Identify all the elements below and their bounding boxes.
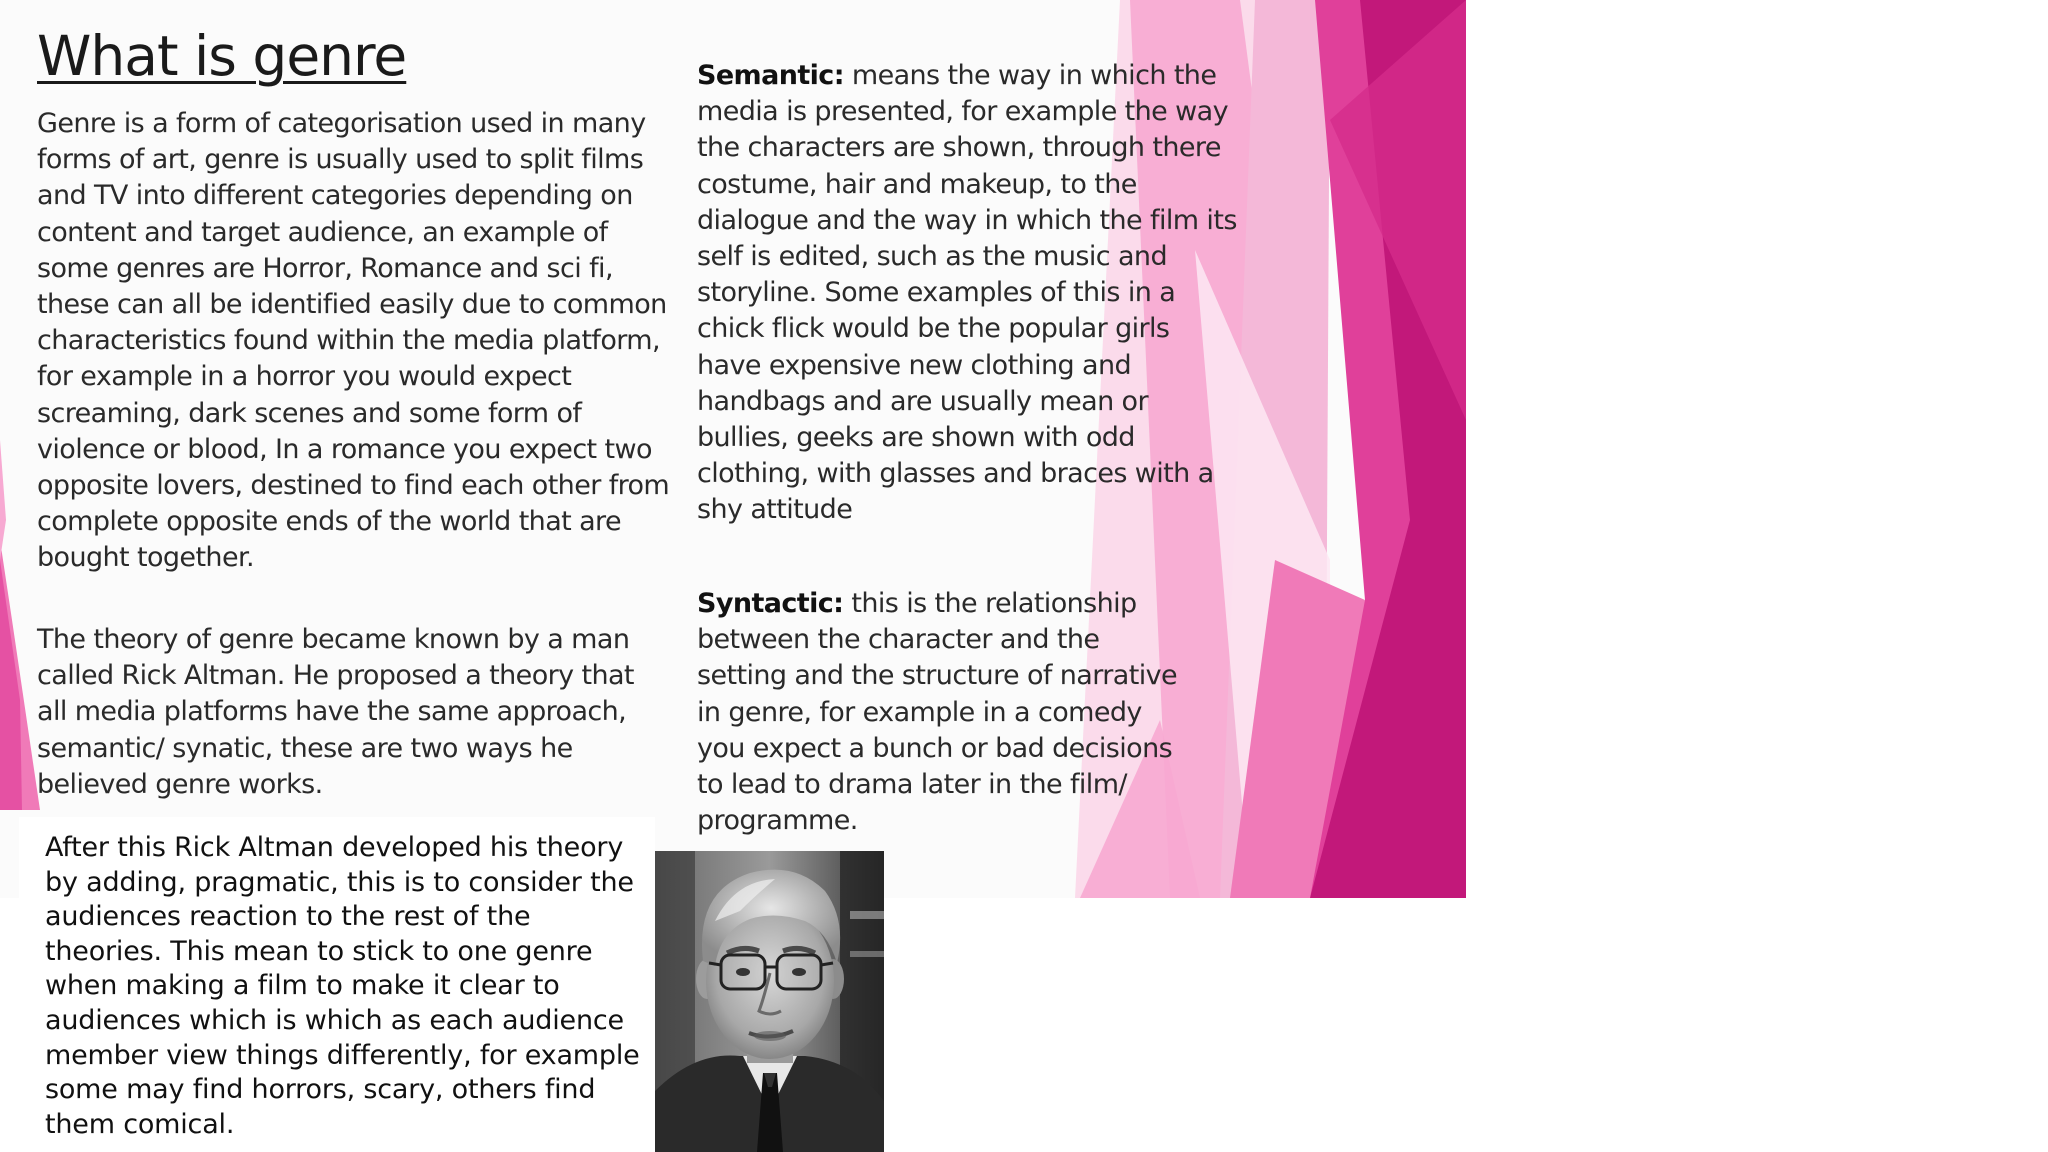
intro-paragraph: Genre is a form of categorisation used in many forms of art, genre is usually used to split films and TV into different categories depending on content and target audience, an example of some genres are Horror, Romance and sci fi, these can all be identified easily due to common characteristics found within the media platform, for example in a horror you would expect screaming, dark scenes and some form of violence or blood, In a romance you expect two opposite lovers, destined to find each other from complete opposite ends of the world that are bought together. xyxy=(37,108,670,574)
syntactic-term: Syntactic: xyxy=(697,588,844,619)
syntactic-paragraph xyxy=(697,586,1177,839)
pragmatic-paragraph: After this Rick Altman developed his theory by adding, pragmatic, this is to consider the audiences reaction to the rest of the theories. This mean to stick to one genre when making a film to make it clear to audiences which is which as each audience member view things differently, for example some may find horrors, scary, others find them comical. xyxy=(45,832,640,1140)
semantic-paragraph xyxy=(697,58,1237,529)
semantic-text: means the way in which the media is presented, for example the way the characters are shown, through there costume, hair and makeup, to the dialogue and the way in which the film its self is edited, such as the music and storyline. Some examples of this in a chick flick would be the popular girls have expensive new clothing and handbags and are usually mean or bullies, geeks are shown with odd clothing, with glasses and braces with a shy attitude xyxy=(697,60,1237,526)
theory-paragraph: The theory of genre became known by a man called Rick Altman. He proposed a theory that all media platforms have the same approach, semantic/ synatic, these are two ways he believed genre works. xyxy=(37,624,634,800)
slide-title: What is genre xyxy=(37,24,407,88)
rick-altman-photo xyxy=(655,851,884,1152)
person-photo-icon xyxy=(655,851,884,1152)
syntactic-text: this is the relationship between the character and the setting and the structure of narrative in genre, for example in a comedy you expect a bunch or bad decisions to lead to drama later in the film/ programme. xyxy=(697,588,1177,837)
semantic-term: Semantic: xyxy=(697,60,844,91)
